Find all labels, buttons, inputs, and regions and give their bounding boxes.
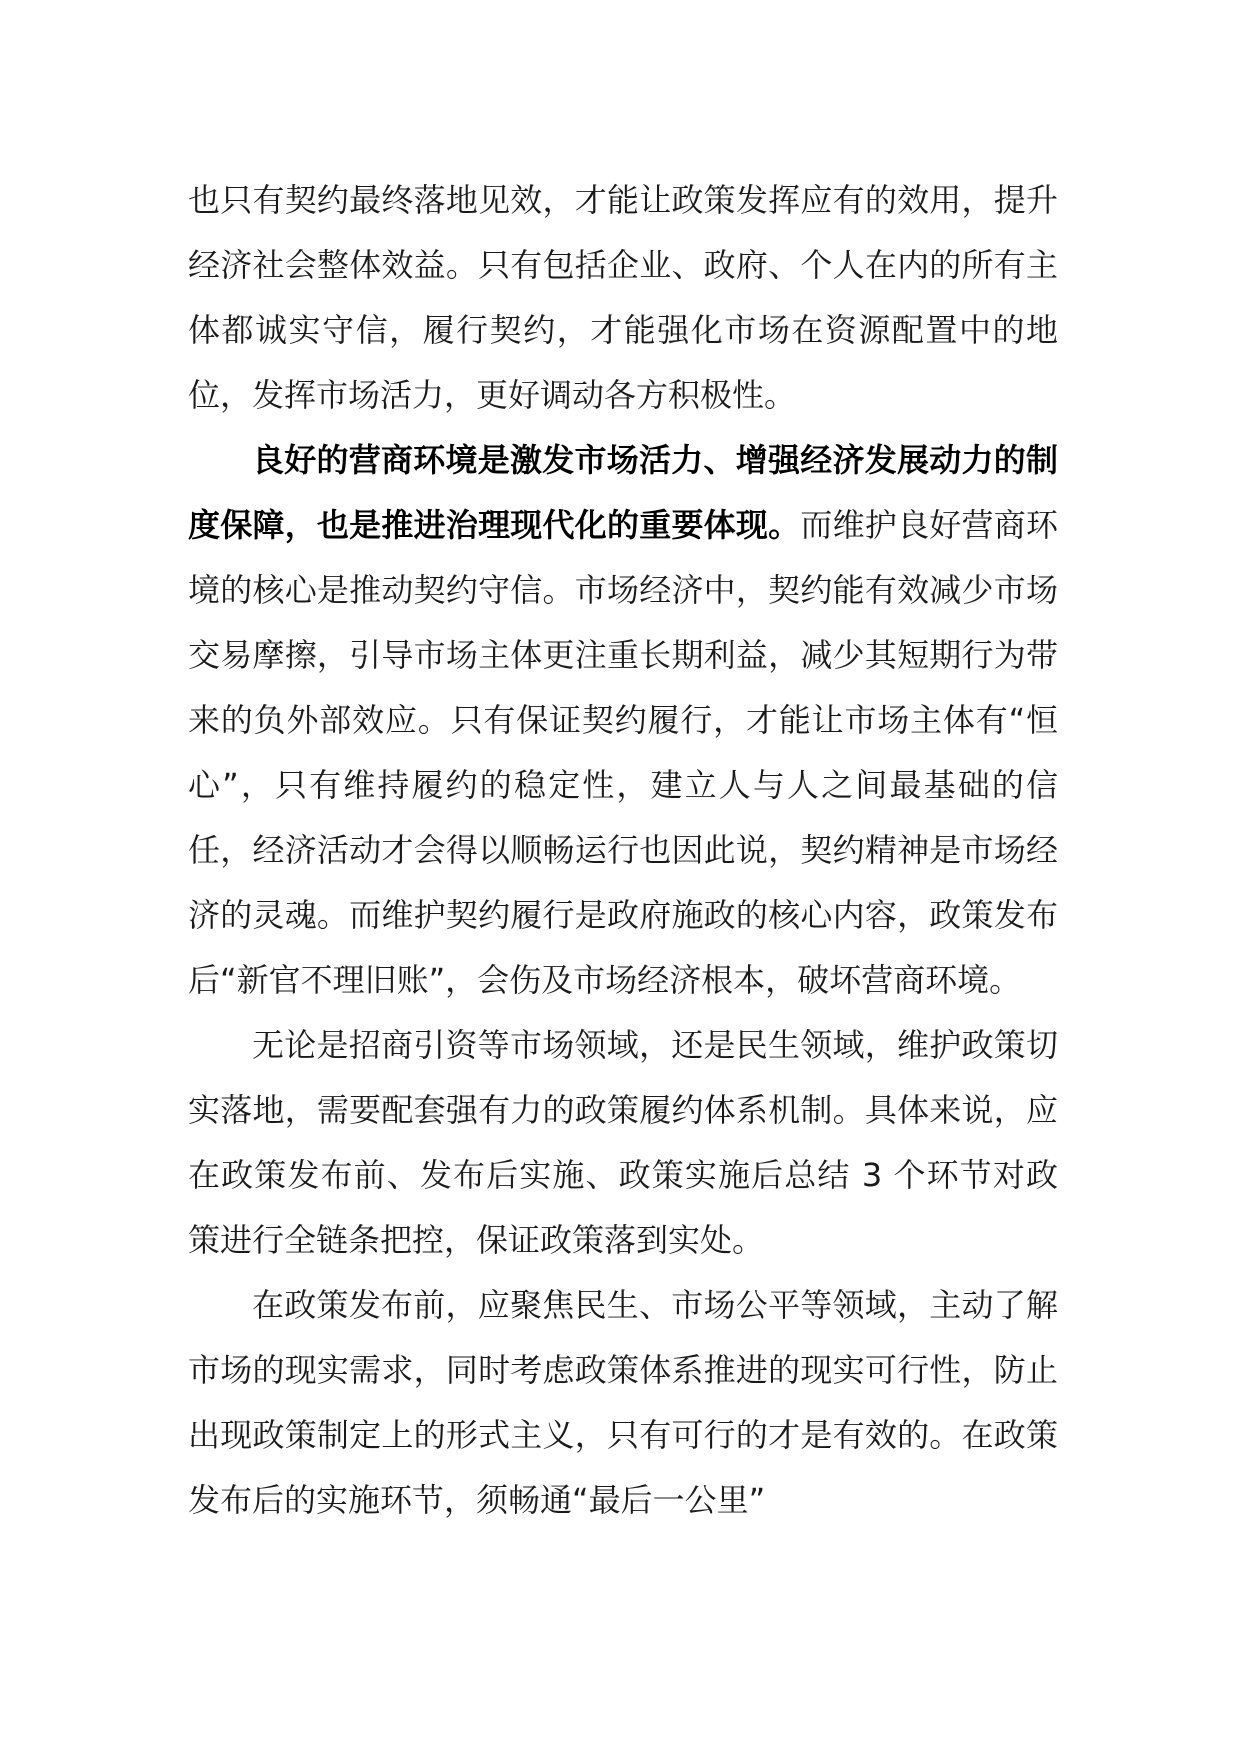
document-body [188, 168, 1058, 1533]
paragraph-4 [188, 1273, 1058, 1533]
paragraph-3 [188, 1013, 1058, 1273]
paragraph-3-text: 无论是招商引资等市场领域，还是民生领域，维护政策切实落地，需要配套强有力的政策履约体系机制。具体来说，应在政策发布前、发布后实施、政策实施后总结 3 个环节对政策进行全链条把控，保证政策落到实处。 [188, 1026, 1058, 1259]
paragraph-4-text: 在政策发布前，应聚焦民生、市场公平等领域，主动了解市场的现实需求，同时考虑政策体系推进的现实可行性，防止出现政策制定上的形式主义，只有可行的才是有效的。在政策发布后的实施环节，须畅通“最后一公里” [188, 1286, 1058, 1519]
paragraph-1 [188, 168, 1058, 428]
paragraph-2-bold: 良好的营商环境是激发市场活力、增强经济发展动力的制度保障，也是推进治理现代化的重要体现。 [188, 441, 1058, 544]
paragraph-2-text: 而维护良好营商环境的核心是推动契约守信。市场经济中，契约能有效减少市场交易摩擦，引导市场主体更注重长期利益，减少其短期行为带来的负外部效应。只有保证契约履行，才能让市场主体有“恒心”，只有维持履约的稳定性，建立人与人之间最基础的信任，经济活动才会得以顺畅运行也因此说，契约精神是市场经济的灵魂。而维护契约履行是政府施政的核心内容，政策发布后“新官不理旧账”，会伤及市场经济根本，破坏营商环境。 [188, 506, 1058, 999]
paragraph-2 [188, 428, 1058, 1013]
paragraph-1-text: 也只有契约最终落地见效，才能让政策发挥应有的效用，提升经济社会整体效益。只有包括企业、政府、个人在内的所有主体都诚实守信，履行契约，才能强化市场在资源配置中的地位，发挥市场活力，更好调动各方积极性。 [188, 181, 1058, 414]
